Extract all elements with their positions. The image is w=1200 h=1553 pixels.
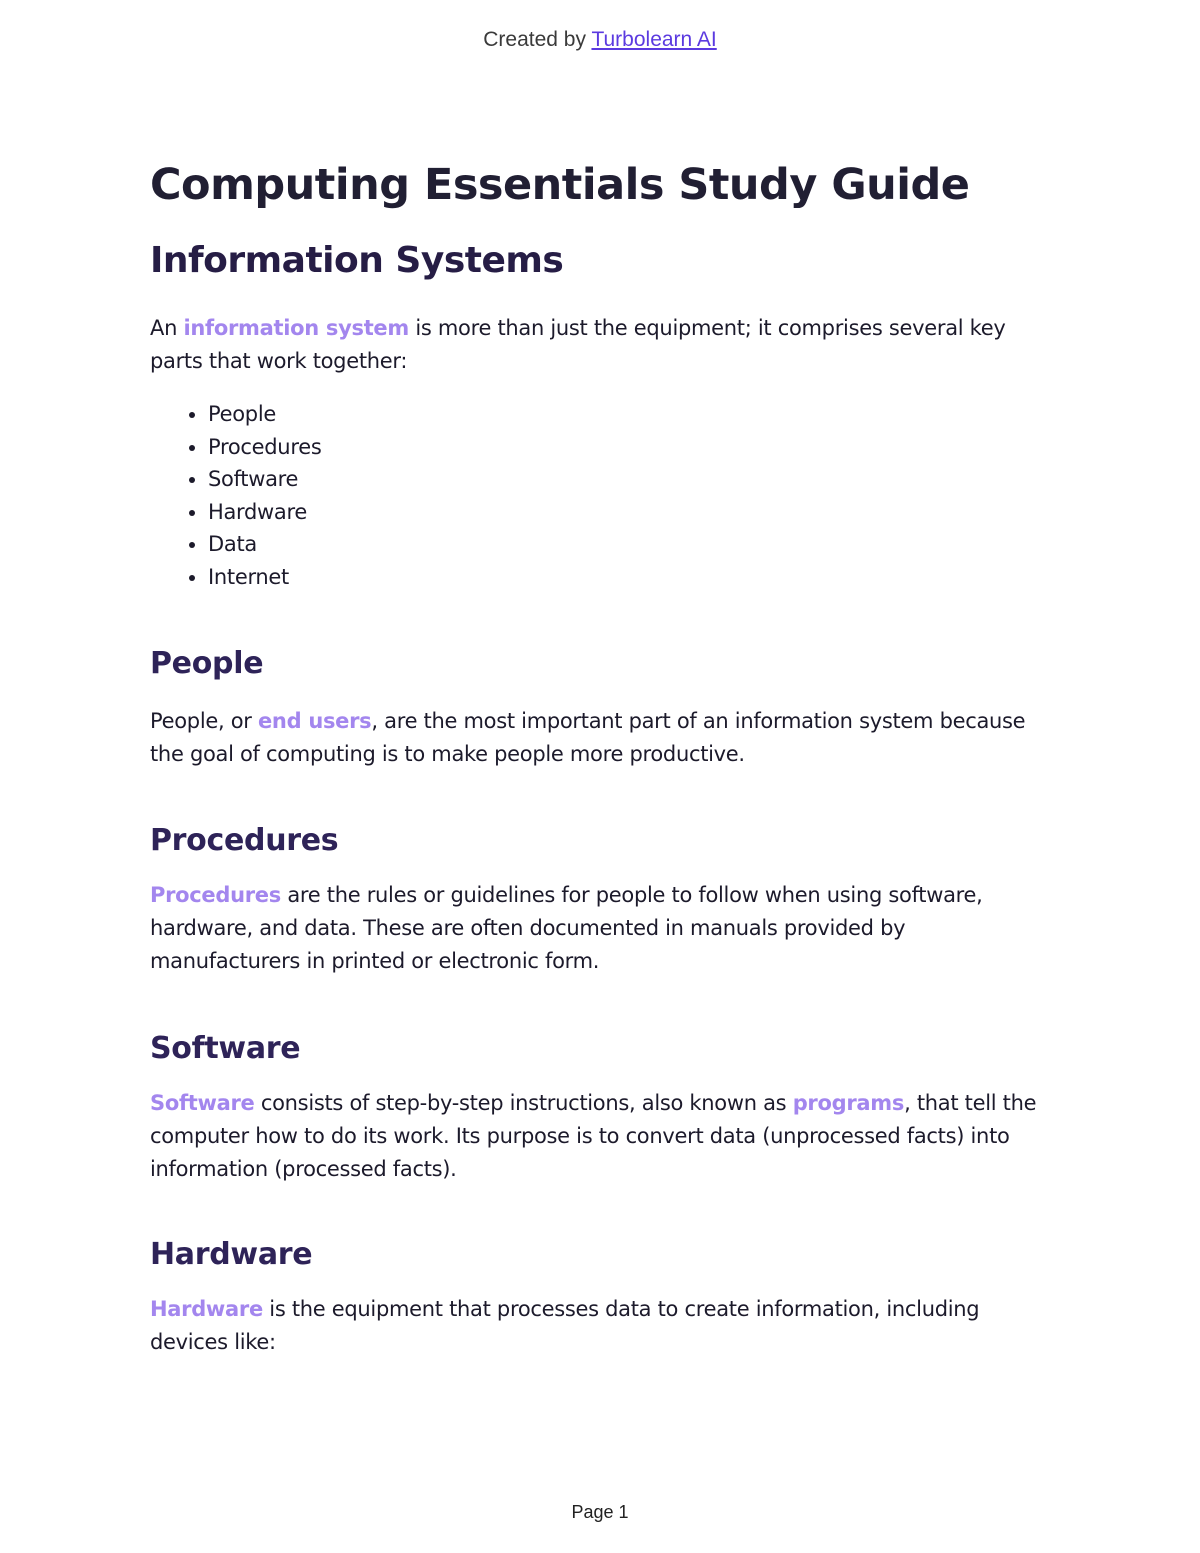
heading-procedures: Procedures (150, 823, 339, 858)
procedures-text-after: are the rules or guidelines for people to follow when using software, hardware, and data. These are often documented in manuals provided by manufacturers in printed or electronic form. (150, 883, 983, 973)
heading-software: Software (150, 1031, 301, 1066)
parts-list (150, 398, 1050, 593)
term-programs: programs (792, 1091, 905, 1115)
list-item: • Internet (208, 561, 1050, 594)
intro-text-before: An (150, 316, 184, 340)
document-title: Computing Essentials Study Guide (150, 160, 970, 210)
page-number: Page 1 (571, 1502, 629, 1522)
list-item: • Hardware (208, 496, 1050, 529)
software-paragraph (150, 1087, 1050, 1186)
heading-people: People (150, 646, 264, 681)
people-text-after: , are the most important part of an information system because the goal of computing is to make people more productive. (150, 709, 1026, 766)
list-item: • Software (208, 463, 1050, 496)
page-header (0, 28, 1200, 52)
heading-information-systems: Information Systems (150, 240, 564, 281)
term-procedures: Procedures (150, 883, 281, 907)
section-software (150, 1026, 1050, 1186)
people-paragraph (150, 705, 1050, 771)
list-item: • Data (208, 528, 1050, 561)
term-software: Software (150, 1091, 255, 1115)
term-end-users: end users (257, 709, 372, 733)
information-systems-intro (150, 312, 1050, 378)
procedures-paragraph (150, 879, 1050, 978)
section-hardware (150, 1232, 1050, 1359)
list-item: • People (208, 398, 1050, 431)
hardware-text-after: is the equipment that processes data to create information, including devices like: (150, 1297, 980, 1354)
turbolearn-link[interactable]: Turbolearn AI (591, 28, 717, 51)
hardware-paragraph (150, 1293, 1050, 1359)
section-information-systems (150, 234, 1050, 593)
term-information-system: information system (183, 316, 409, 340)
term-hardware: Hardware (150, 1297, 263, 1321)
heading-hardware: Hardware (150, 1237, 313, 1272)
list-item: • Procedures (208, 431, 1050, 464)
document-body (150, 150, 1050, 1359)
section-procedures (150, 818, 1050, 978)
software-text-after: , that tell the computer how to do its work. Its purpose is to convert data (unprocessed facts) into information (processed facts). (150, 1091, 1037, 1181)
section-people (150, 641, 1050, 771)
software-text-middle: consists of step-by-step instructions, also known as (254, 1091, 793, 1115)
header-prefix: Created by (483, 28, 586, 51)
people-text-before: People, or (150, 709, 258, 733)
intro-text-after: is more than just the equipment; it comprises several key parts that work together: (150, 316, 1006, 373)
